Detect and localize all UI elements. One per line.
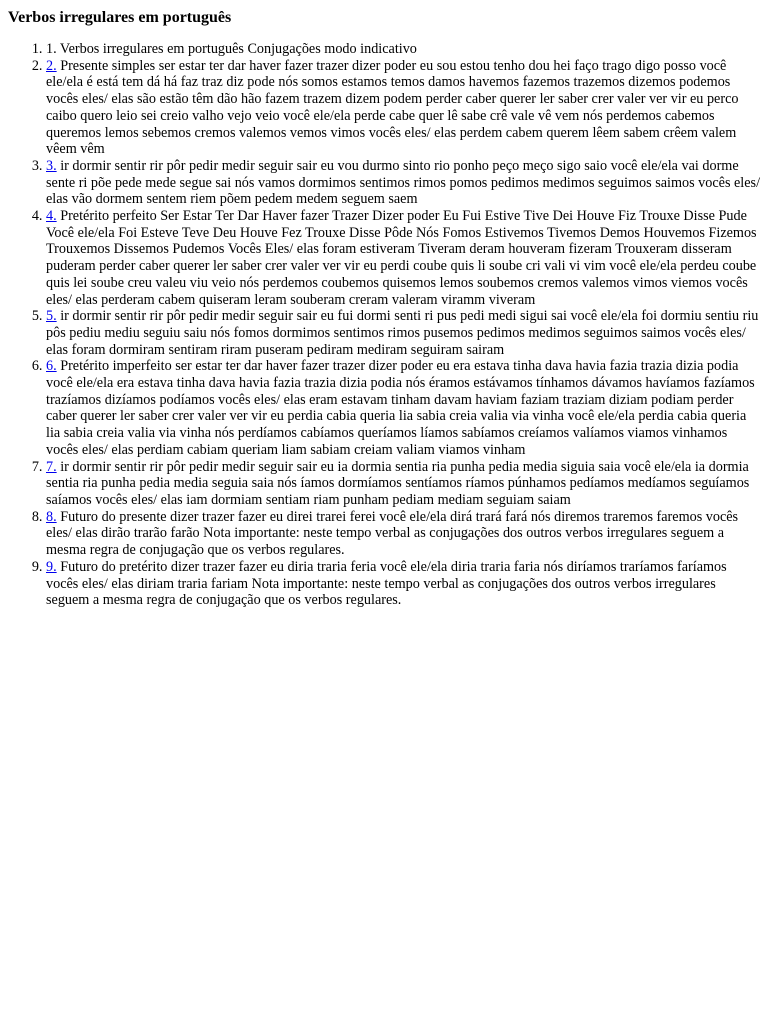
list-item-text: ir dormir sentir rir pôr pedir medir seguir sair eu vou durmo sinto rio ponho peço meço sigo saio você ele/ela vai dorme sente ri põe pede mede segue sai nós vamos dormimos sentimos rimos pomos pedimos medimos seguimos saimos vocês eles/ elas vão dormem sentem riem põem pedem medem seguem saem bbox=[46, 157, 761, 208]
slide-link-9[interactable]: 9. bbox=[46, 558, 57, 575]
slide-link-4[interactable]: 4. bbox=[46, 208, 57, 225]
page-title: Verbos irregulares em português bbox=[8, 9, 232, 26]
list-item bbox=[46, 509, 760, 559]
list-item bbox=[46, 58, 760, 158]
list-item-text: ir dormir sentir rir pôr pedir medir seguir sair eu fui dormi senti ri pus pedi medi sigui sai você ele/ela foi dormiu sentiu riu pôs pediu mediu seguiu saiu nós fomos dormimos sentimos rimos pusemos pedimos medimos seguimos saimos vocês eles/ elas foram dormiram sentiram riram puseram pediram mediram seguiram sairam bbox=[46, 308, 759, 358]
list-item-text: Pretérito perfeito Ser Estar Ter Dar Haver fazer Trazer Dizer poder Eu Fui Estive Tive Dei Houve Fiz Trouxe Disse Pude Você ele/ela Foi Esteve Teve Deu Houve Fez Trouxe Disse Pôde Nós Fomos Estivemos Tivemos Demos Houvemos Fizemos Trouxemos Dissemos Pudemos Vocês Eles/ elas foram estiveram Tiveram deram houveram fizeram Trouxeram disseram puderam perder caber querer ler saber crer valer ver vir eu perdi coube quis li soube cri vali vi vim você ele/ela perdeu coube quis lei soube creu valeu viu veio nós perdemos coubemos quisemos lemos soubemos cremos valemos vimos viemos vocês eles/ elas perderam cabem quiseram leram souberam creram valeram viramm viveram bbox=[46, 208, 757, 308]
slide-link-8[interactable]: 8. bbox=[46, 508, 57, 525]
list-item bbox=[46, 158, 760, 208]
slide-link-2[interactable]: 2. bbox=[46, 57, 57, 74]
list-item-text: Pretérito imperfeito ser estar ter dar haver fazer trazer dizer poder eu era estava tinha dava havia fazia trazia dizia podia você ele/ela era estava tinha dava havia fazia trazia dizia podia nós éramos estávamos tínhamos dávamos havíamos fazíamos trazíamos dizíamos podíamos vocês eles/ elas eram estavam tinham davam haviam faziam traziam diziam podiam perder caber querer ler saber crer valer ver vir eu perdia cabia queria lia sabia creia valia via vinha você ele/ela perdia cabia queria lia sabia creia valia via vinha nós perdíamos cabíamos queríamos líamos sabíamos creíamos valíamos viamos vinhamos vocês eles/ elas perdiam cabiam queriam liam sabiam creiam valiam viamos vinham bbox=[46, 358, 755, 458]
slide-link-7[interactable]: 7. bbox=[46, 458, 57, 475]
list-item bbox=[46, 208, 760, 308]
list-item bbox=[46, 308, 760, 358]
list-item bbox=[46, 459, 760, 509]
list-item-text: 1. Verbos irregulares em português Conjugações modo indicativo bbox=[46, 41, 417, 57]
list-item bbox=[46, 41, 760, 58]
slide-link-5[interactable]: 5. bbox=[46, 308, 57, 325]
slide-list bbox=[8, 41, 760, 609]
list-item bbox=[46, 358, 760, 458]
slide-link-3[interactable]: 3. bbox=[46, 157, 57, 174]
list-item-text: Futuro do pretérito dizer trazer fazer eu diria traria feria você ele/ela diria traria faria nós diríamos traríamos faríamos vocês eles/ elas diriam traria fariam Nota importante: neste tempo verbal as conjugações dos outros verbos irregulares seguem a mesma regra de conjugação que os verbos regulares. bbox=[46, 558, 727, 609]
list-item-text: ir dormir sentir rir pôr pedir medir seguir sair eu ia dormia sentia ria punha pedia media siguia saia você ele/ela ia dormia sentia ria punha pedia media seguia saia nós íamos dormíamos sentíamos ríamos púnhamos pedíamos medíamos seguíamos saíamos vocês eles/ elas iam dormiam sentiam riam punham pediam mediam seguiam saiam bbox=[46, 458, 750, 508]
list-item bbox=[46, 559, 760, 609]
list-item-text: Presente simples ser estar ter dar haver fazer trazer dizer poder eu sou estou tenho dou hei faço trago digo posso você ele/ela é está tem dá há faz traz diz pode nós somos estamos temos damos havemos fazemos trazemos dizemos podemos vocês eles/ elas são estão têm dão hão fazem trazem dizem podem perder caber querer ler saber crer valer ver vir eu perco caibo quero leio sei creio valho vejo veio você ele/ela perde cabe quer lê sabe crê vale vê vem nós perdemos cabemos queremos lemos sebemos cremos valemos vemos vimos vocês eles/ elas perdem cabem querem lêem sabem crêem valem vêem vêm bbox=[46, 57, 739, 158]
list-item-text: Futuro do presente dizer trazer fazer eu direi trarei ferei você ele/ela dirá trará fará nós diremos traremos faremos vocês eles/ elas dirão trarão farão Nota importante: neste tempo verbal as conjugações dos outros verbos irregulares seguem a mesma regra de conjugação que os verbos regulares. bbox=[46, 508, 739, 559]
slide-link-6[interactable]: 6. bbox=[46, 358, 57, 375]
